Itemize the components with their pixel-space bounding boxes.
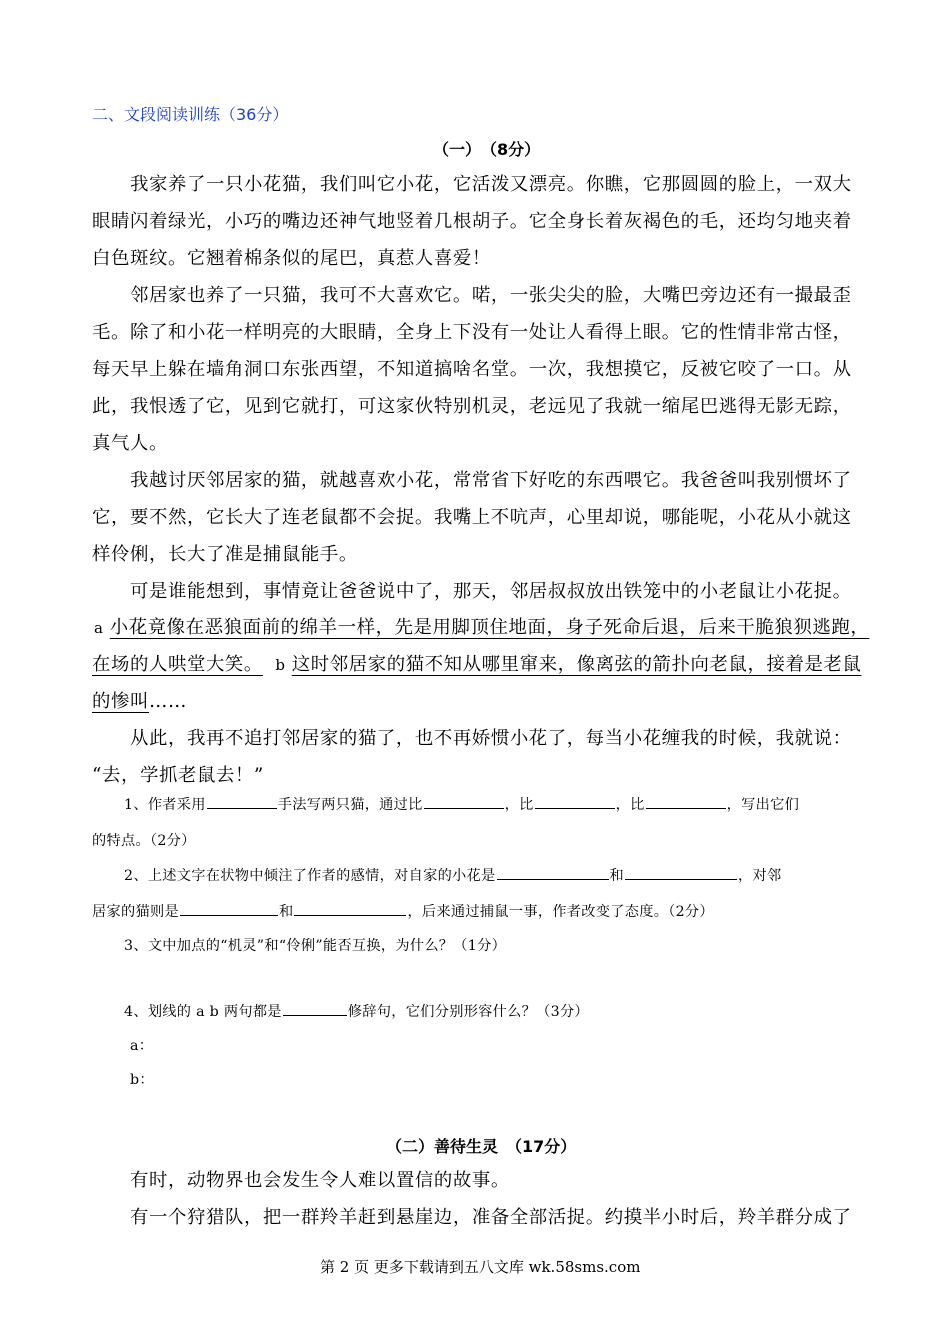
passage-line: 眼睛闪着绿光，小巧的嘴边还神气地竖着几根胡子。它全身长着灰褐色的毛，还均匀地夹着 [92, 211, 852, 232]
answer-blank[interactable] [497, 865, 609, 880]
sentence-ab-line [92, 650, 861, 676]
passage-line: 从此，我再不追打邻居家的猫了，也不再娇惯小花了，每当小花缠我的时候，我就说： [130, 728, 852, 749]
answer-blank[interactable] [646, 794, 726, 809]
question-2-text: 和 [609, 868, 625, 884]
sentence-b-line [92, 687, 187, 713]
passage-line: 每天早上躲在墙角洞口东张西望，不知道搞啥名堂。一次，我想摸它，反被它咬了一口。从 [92, 359, 852, 380]
sentence-b-text-end: 的惨叫 [92, 691, 149, 712]
sentence-b-label: b [275, 656, 286, 674]
answer-blank[interactable] [180, 901, 278, 916]
question-4-text: 修辞句，它们分别形容什么？（3分） [347, 1004, 589, 1020]
passage-line: 它，要不然，它长大了连老鼠都不会捉。我嘴上不吭声，心里却说，哪能呢，小花从小就这 [92, 507, 852, 528]
passage-two-title: （二）善待生灵 （17分） [386, 1137, 577, 1156]
question-4-answer-a[interactable]: a： [130, 1038, 154, 1054]
question-3: 3、文中加点的“机灵”和“伶俐”能否互换，为什么？（1分） [124, 938, 507, 954]
question-2-text: 2、上述文字在状物中倾注了作者的感情，对自家的小花是 [124, 868, 496, 884]
passage-line: 白色斑纹。它翘着棉条似的尾巴，真惹人喜爱！ [92, 248, 491, 269]
passage-line: 有时，动物界也会发生令人难以置信的故事。 [130, 1170, 510, 1191]
passage-line: 样伶俐，长大了准是捕鼠能手。 [92, 544, 358, 565]
passage-one-title: （一） （8分） [433, 140, 541, 159]
question-4-text: 4、划线的 a b 两句都是 [124, 1004, 282, 1020]
question-1-text: ，写出它们 [726, 797, 800, 813]
passage-line: 有一个狩猎队，把一群羚羊赶到悬崖边，准备全部活捉。约摸半小时后，羚羊群分成了 [130, 1207, 852, 1228]
sentence-b-text: 这时邻居家的猫不知从哪里窜来，像离弦的箭扑向老鼠，接着是老鼠 [291, 654, 862, 675]
question-2-text: 居家的猫则是 [92, 904, 179, 920]
passage-line: 毛。除了和小花一样明亮的大眼睛，全身上下没有一处让人看得上眼。它的性情非常古怪， [92, 322, 852, 343]
question-4 [124, 1001, 589, 1021]
passage-line: 真气人。 [92, 433, 168, 454]
question-1-text: 1、作者采用 [124, 797, 206, 813]
question-4-answer-b[interactable]: b： [130, 1072, 154, 1088]
question-1-text: 手法写两只猫，通过比 [277, 797, 423, 813]
passage-line: 邻居家也养了一只猫，我可不大喜欢它。喏，一张尖尖的脸，大嘴巴旁边还有一撮最歪 [130, 285, 852, 306]
passage-line: 可是谁能想到，事情竟让爸爸说中了，那天，邻居叔叔放出铁笼中的小老鼠让小花捉。 [130, 581, 852, 602]
question-2-text: ，对邻 [738, 868, 782, 884]
sentence-a-text-end: 在场的人哄堂大笑。 [92, 654, 263, 675]
answer-blank[interactable] [283, 1001, 347, 1016]
passage-line: 我越讨厌邻居家的猫，就越喜欢小花，常常省下好吃的东西喂它。我爸爸叫我别惯坏了 [130, 470, 852, 491]
answer-blank[interactable] [207, 794, 277, 809]
question-2-text: 和 [278, 904, 294, 920]
sentence-a-text: 小花竟像在恶狼面前的绵羊一样，先是用脚顶住地面，身子死命后退，后来干脆狼狈逃跑， [109, 617, 870, 638]
question-1-text: ，比 [615, 797, 645, 813]
answer-blank[interactable] [424, 794, 504, 809]
question-2 [124, 865, 781, 885]
sentence-a-line [94, 613, 869, 639]
question-1 [124, 794, 799, 814]
passage-line: “去，学抓老鼠去！” [92, 765, 264, 786]
question-1-text: ，比 [504, 797, 534, 813]
passage-line: 我家养了一只小花猫，我们叫它小花，它活泼又漂亮。你瞧，它那圆圆的脸上，一双大 [130, 174, 852, 195]
sentence-a-label: a [94, 619, 104, 637]
page-footer: 第 2 页 更多下载请到五八文库 wk.58sms.com [320, 1258, 641, 1276]
passage-line: 此，我恨透了它，见到它就打，可这家伙特别机灵，老远见了我就一缩尾巴逃得无影无踪， [92, 396, 852, 417]
question-1-line-2: 的特点。（2分） [92, 833, 196, 849]
answer-blank[interactable] [535, 794, 615, 809]
section-heading: 二、文段阅读训练（36分） [92, 105, 289, 124]
answer-blank[interactable] [294, 901, 406, 916]
question-2-line-2 [92, 901, 714, 921]
question-2-text: ，后来通过捕鼠一事，作者改变了态度。（2分） [407, 904, 714, 920]
answer-blank[interactable] [625, 865, 737, 880]
sentence-b-ellipsis: …… [148, 691, 187, 712]
